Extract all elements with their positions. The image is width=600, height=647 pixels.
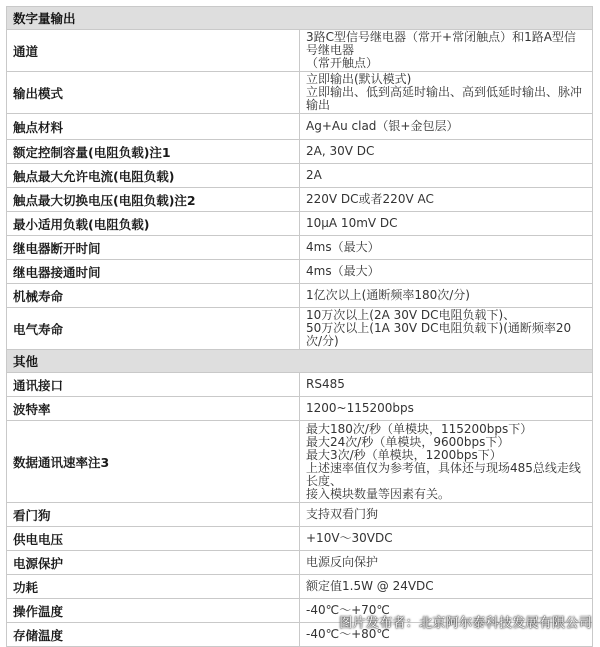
row-value	[300, 114, 593, 140]
table-row	[7, 236, 593, 260]
value-line: 3路C型信号继电器（常开+常闭触点）和1路A型信号继电器	[306, 30, 576, 57]
row-value	[300, 140, 593, 164]
row-label: 功耗	[7, 575, 300, 599]
section-title: 数字量输出	[7, 7, 593, 30]
table-row	[7, 260, 593, 284]
section-header-digital-output	[7, 7, 593, 30]
table-row	[7, 284, 593, 308]
row-label: 操作温度	[7, 599, 300, 623]
value-line: 50万次以上(1A 30V DC电阻负载下)(通断频率20次/分)	[306, 321, 572, 348]
value-line: 最大3次/秒（单模块，1200bps下）	[306, 447, 502, 462]
table-row	[7, 212, 593, 236]
table-row	[7, 72, 593, 114]
value-line: 立即输出、低到高延时输出、高到低延时输出、脉冲输出	[306, 85, 583, 112]
value-line: 支持双看门狗	[306, 507, 379, 521]
row-label: 波特率	[7, 397, 300, 421]
value-line: 1亿次以上(通断频率180次/分)	[306, 288, 470, 302]
section-title: 其他	[7, 350, 593, 373]
table-row	[7, 308, 593, 350]
row-value	[300, 373, 593, 397]
row-label: 供电电压	[7, 527, 300, 551]
row-value	[300, 421, 593, 503]
table-row	[7, 164, 593, 188]
row-label: 通讯接口	[7, 373, 300, 397]
value-line: +10V～30VDC	[306, 531, 393, 545]
row-value	[300, 284, 593, 308]
table-row	[7, 421, 593, 503]
row-label: 触点最大切换电压(电阻负载)注2	[7, 188, 300, 212]
value-line: 电源反向保护	[306, 555, 379, 569]
row-label: 看门狗	[7, 503, 300, 527]
value-line: 220V DC或者220V AC	[306, 192, 434, 206]
row-label: 电气寿命	[7, 308, 300, 350]
table-row	[7, 30, 593, 72]
row-value	[300, 212, 593, 236]
row-label: 输出模式	[7, 72, 300, 114]
value-line: 额定值1.5W @ 24VDC	[306, 579, 434, 593]
row-value	[300, 72, 593, 114]
watermark-caption: 图片发布者：北京阿尔泰科技发展有限公司	[339, 616, 592, 631]
row-value	[300, 503, 593, 527]
value-line: -40℃～+70℃	[306, 603, 390, 617]
value-line: 1200~115200bps	[306, 401, 414, 415]
row-label: 额定控制容量(电阻负载)注1	[7, 140, 300, 164]
row-value	[300, 551, 593, 575]
table-row	[7, 397, 593, 421]
value-line: Ag+Au clad（银+金包层）	[306, 119, 459, 133]
table-row	[7, 140, 593, 164]
row-label: 最小适用负载(电阻负载)	[7, 212, 300, 236]
row-value	[300, 164, 593, 188]
row-value	[300, 575, 593, 599]
table-row	[7, 527, 593, 551]
row-label: 触点最大允许电流(电阻负载)	[7, 164, 300, 188]
value-line: -40℃～+80℃	[306, 627, 390, 641]
spec-table	[6, 6, 593, 647]
table-row	[7, 551, 593, 575]
row-label: 电源保护	[7, 551, 300, 575]
table-row	[7, 114, 593, 140]
table-row	[7, 575, 593, 599]
row-label: 触点材料	[7, 114, 300, 140]
value-line: 接入模块数量等因素有关。	[306, 486, 451, 501]
section-header-other	[7, 350, 593, 373]
value-line: （常开触点）	[306, 56, 379, 70]
value-line: 10万次以上(2A 30V DC电阻负载下)、	[306, 308, 516, 322]
value-line: 最大24次/秒（单模块，9600bps下）	[306, 434, 510, 449]
row-value	[300, 308, 593, 350]
table-row	[7, 373, 593, 397]
row-label: 继电器断开时间	[7, 236, 300, 260]
row-label: 通道	[7, 30, 300, 72]
value-line: 2A, 30V DC	[306, 144, 375, 158]
row-label: 继电器接通时间	[7, 260, 300, 284]
value-line: 4ms（最大）	[306, 264, 380, 278]
row-value	[300, 397, 593, 421]
value-line: 最大180次/秒（单模块，115200bps下）	[306, 421, 533, 436]
table-row	[7, 188, 593, 212]
row-value	[300, 236, 593, 260]
value-line: 上述速率值仅为参考值，具体还与现场485总线走线长度、	[306, 460, 581, 488]
row-value	[300, 260, 593, 284]
value-line: RS485	[306, 377, 345, 391]
row-label: 机械寿命	[7, 284, 300, 308]
value-line: 立即输出(默认模式)	[306, 72, 412, 86]
table-row	[7, 503, 593, 527]
row-value	[300, 30, 593, 72]
value-line: 10μA 10mV DC	[306, 216, 398, 230]
row-label: 存储温度	[7, 623, 300, 647]
value-line: 2A	[306, 168, 322, 182]
row-value	[300, 188, 593, 212]
row-value	[300, 527, 593, 551]
row-label: 数据通讯速率注3	[7, 421, 300, 503]
value-line: 4ms（最大）	[306, 240, 380, 254]
